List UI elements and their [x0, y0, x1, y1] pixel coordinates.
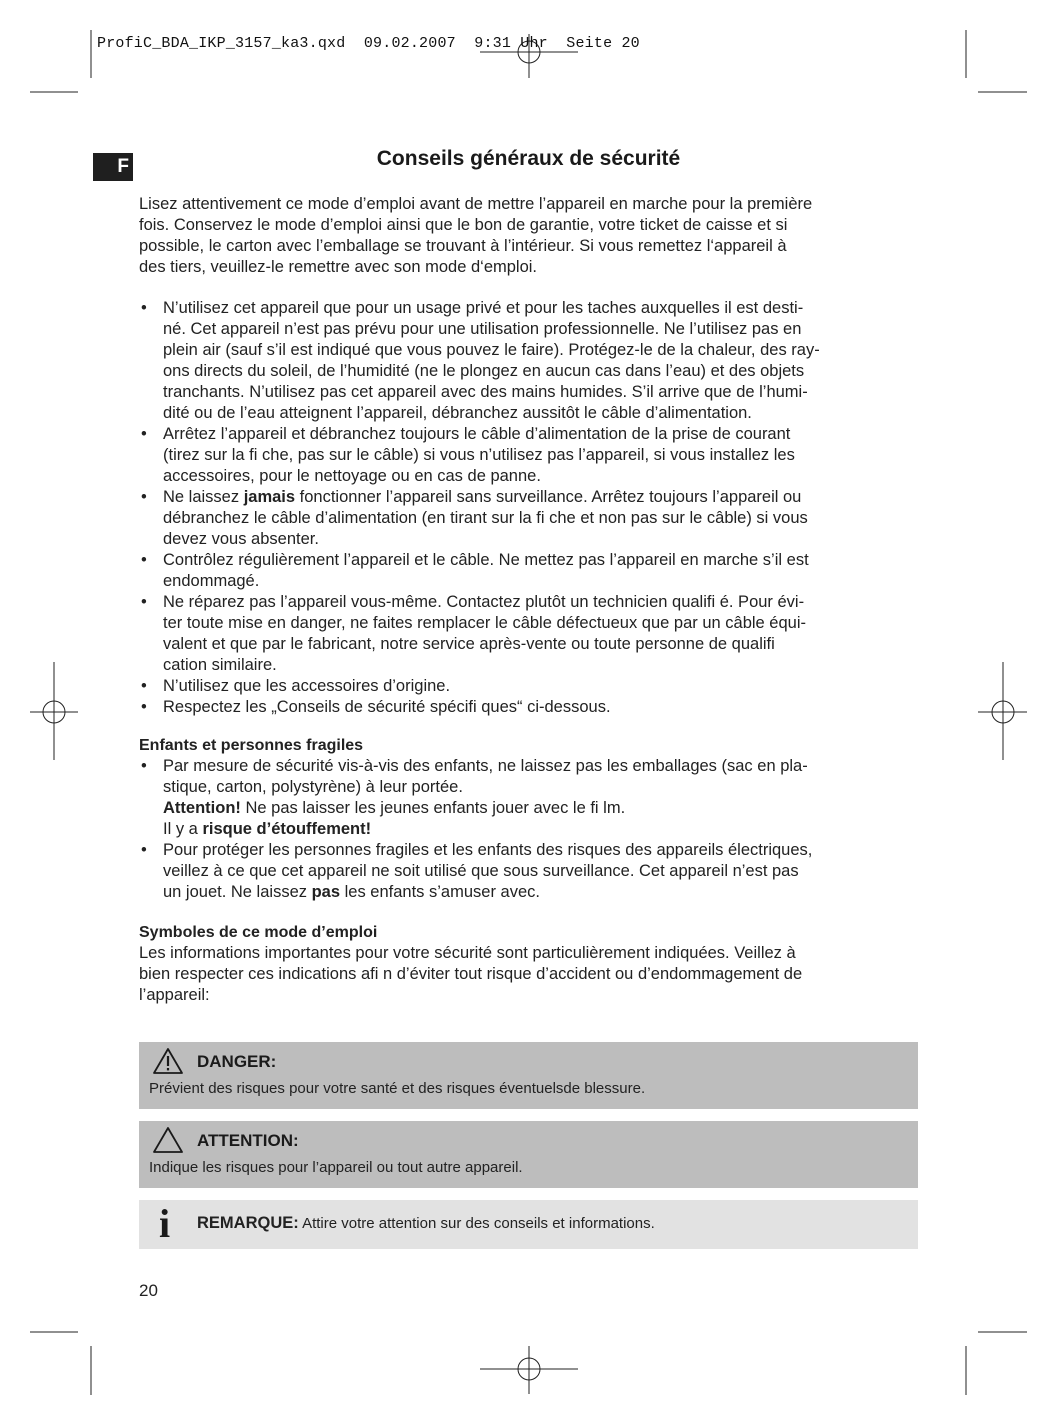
list-line: devez vous absenter. [163, 530, 319, 548]
list-line: valent et que par le fabricant, notre service après-vente ou toute personne de qualifi [163, 635, 775, 653]
section-heading: Symboles de ce mode d’emploi [139, 924, 378, 941]
list-line: dité ou de l’eau atteignent l’appareil, débranchez aussitôt le câble d’alimentation. [163, 404, 752, 422]
danger-text: Prévient des risques pour votre santé et des risques éventuelsde blessure. [149, 1080, 646, 1097]
text-run: Ne laissez [163, 488, 244, 506]
list-line: • Contrôlez régulièrement l’appareil et le câble. Ne mettez pas l’appareil en marche s’il est [163, 551, 809, 569]
file-slug: ProfiC_BDA_IKP_3157_ka3.qxd 09.02.2007 9:31 Uhr Seite 20 [97, 35, 640, 52]
note-box [139, 1200, 918, 1249]
paragraph-line: l’appareil: [139, 986, 210, 1004]
list-item [139, 697, 921, 718]
list-line: débranchez le câble d’alimentation (en tirant sur la fi che et non pas sur le câble) si vous [163, 509, 808, 527]
info-icon: i [159, 1201, 171, 1246]
list-item [139, 298, 921, 424]
list-line: • Par mesure de sécurité vis-à-vis des enfants, ne laissez pas les emballages (sac en pla- [163, 757, 808, 775]
list-line: tranchants. N’utilisez pas cet appareil avec des mains humides. S’il arrive que de l’humi- [163, 383, 808, 401]
list-line [163, 487, 921, 508]
emphasis-text: jamais [243, 488, 296, 506]
emphasis-text: pas [311, 883, 341, 901]
list-line: • N’utilisez cet appareil que pour un usage privé et pour les taches auxquelles il est desti- [163, 299, 804, 317]
list-item [139, 756, 921, 840]
children-section [139, 735, 921, 903]
list-line [163, 819, 921, 840]
intro-line: possible, le carton avec l’emballage se trouvant à l’intérieur. Si vous remettez l‘appareil à [139, 237, 787, 255]
list-line: ter toute mise en danger, ne faites remplacer le câble défectueux que par un câble équi- [163, 614, 806, 632]
list-line: plein air (sauf s’il est indiqué que vous pouvez le faire). Protégez-le de la chaleur, des ray- [163, 341, 820, 359]
children-list [139, 756, 921, 903]
list-line: (tirez sur la fi che, pas sur le câble) si vous n’utilisez pas l’appareil, si vous installez les [163, 446, 795, 464]
list-line: • Respectez les „Conseils de sécurité spécifi ques“ ci-dessous. [163, 698, 611, 716]
language-tab: F [93, 153, 133, 181]
text-run: les enfants s’amuser avec. [340, 883, 540, 901]
text-run: Ne pas laisser les jeunes enfants jouer avec le fi lm. [240, 799, 626, 817]
list-line: • N’utilisez que les accessoires d’origine. [163, 677, 451, 695]
safety-list [139, 298, 921, 718]
attention-title: ATTENTION: [197, 1131, 299, 1150]
text-run: fonctionner l’appareil sans surveillance. Arrêtez toujours l’appareil ou [295, 488, 802, 506]
list-line: accessoires, pour le nettoyage ou en cas de panne. [163, 467, 541, 485]
page-title: Conseils généraux de sécurité [376, 147, 681, 170]
danger-box [139, 1042, 918, 1109]
note-title: REMARQUE: [197, 1214, 299, 1232]
list-line: ons directs du soleil, de l’humidité (ne le plongez en aucun cas dans l’eau) et des objets [163, 362, 805, 380]
list-line: cation similaire. [163, 656, 277, 674]
list-item [139, 424, 921, 487]
emphasis-text: risque d’étouffement! [202, 820, 372, 838]
list-item [139, 592, 921, 676]
symbols-section [139, 922, 921, 1006]
list-item [139, 840, 921, 903]
list-line: endommagé. [163, 572, 260, 590]
attention-box [139, 1121, 918, 1188]
list-line: veillez à ce que cet appareil ne soit utilisé que sous surveillance. Cet appareil n’est pas [163, 862, 799, 880]
list-item [139, 676, 921, 697]
list-line [163, 882, 921, 903]
note-text: Attire votre attention sur des conseils et informations. [298, 1215, 655, 1232]
intro-paragraph [139, 194, 921, 278]
list-line: • Arrêtez l’appareil et débranchez toujours le câble d’alimentation de la prise de courant [163, 425, 791, 443]
danger-title: DANGER: [197, 1052, 277, 1071]
emphasis-text: Attention! [163, 799, 241, 817]
intro-line: fois. Conservez le mode d’emploi ainsi que le bon de garantie, votre ticket de caisse et si [139, 216, 788, 234]
paragraph-line: bien respecter ces indications afi n d’éviter tout risque d’accident ou d’endommagement de [139, 965, 803, 983]
warning-triangle-icon [151, 1046, 185, 1076]
page-number: 20 [139, 1281, 158, 1300]
intro-line: Lisez attentivement ce mode d’emploi avant de mettre l’appareil en marche pour la première [139, 195, 813, 213]
section-heading: Enfants et personnes fragiles [139, 737, 364, 754]
intro-line: des tiers, veuillez-le remettre avec son mode d‘emploi. [139, 258, 538, 276]
paragraph-line: Les informations importantes pour votre sécurité sont particulièrement indiquées. Veillez à [139, 944, 796, 962]
list-line [163, 798, 921, 819]
list-line: né. Cet appareil n’est pas prévu pour une utilisation professionnelle. Ne l’utilisez pas en [163, 320, 802, 338]
list-line: stique, carton, polystyrène) à leur portée. [163, 778, 463, 796]
attention-text: Indique les risques pour l’appareil ou tout autre appareil. [149, 1159, 523, 1176]
list-item [139, 487, 921, 550]
list-line: • Ne réparez pas l’appareil vous-même. Contactez plutôt un technicien qualifi é. Pour évi- [163, 593, 805, 611]
note-line [197, 1214, 655, 1233]
list-line: • Pour protéger les personnes fragiles et les enfants des risques des appareils électriques, [163, 841, 813, 859]
list-item [139, 550, 921, 592]
text-run: un jouet. Ne laissez [163, 883, 312, 901]
text-run: Il y a [163, 820, 203, 838]
caution-triangle-icon [151, 1125, 185, 1155]
